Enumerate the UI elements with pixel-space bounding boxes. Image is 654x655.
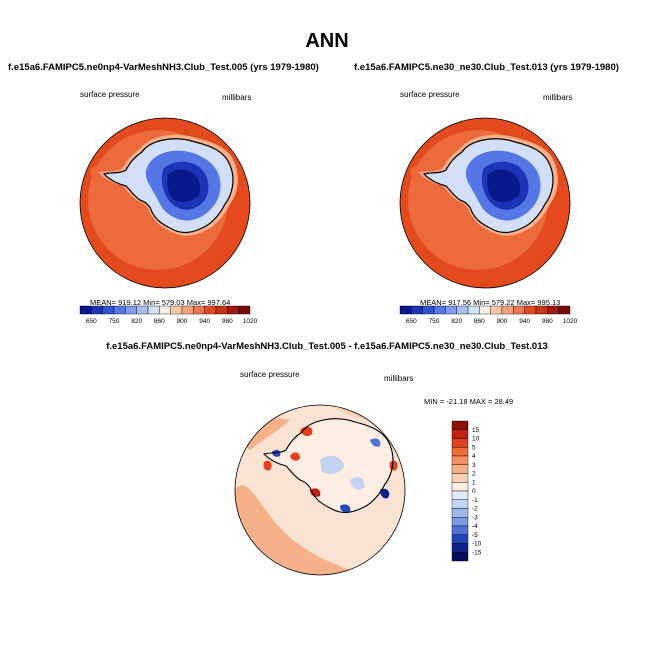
- map-1-field: [80, 118, 250, 288]
- colorbar-2-tick-label: 980: [541, 318, 553, 325]
- colorbar-3-swatch: [452, 535, 468, 544]
- colorbar-2-swatch: [445, 306, 456, 314]
- map-2-field: [400, 118, 570, 288]
- colorbar-3-tick-label: -3: [472, 514, 478, 522]
- colorbar-2-swatch: [525, 306, 536, 314]
- colorbar-2-swatch: [536, 306, 547, 314]
- colorbar-3-swatch: [452, 491, 468, 500]
- colorbar-1-swatch: [148, 306, 159, 314]
- colorbar-3-swatch: [452, 517, 468, 526]
- colorbar-1-tick-label: 980: [221, 318, 233, 325]
- colorbar-3-swatch: [452, 439, 468, 448]
- colorbar-1-swatch: [159, 306, 170, 314]
- colorbar-3-tick-label: 3: [472, 461, 476, 469]
- colorbar-2-swatch: [479, 306, 490, 314]
- panel-2-variable: surface pressure: [400, 90, 460, 99]
- colorbar-3-swatch: [452, 474, 468, 483]
- colorbar-1-swatch: [103, 306, 114, 314]
- colorbar-3-tick-label: -1: [472, 496, 478, 504]
- colorbar-1-swatch: [193, 306, 204, 314]
- colorbar-2-tick-label: 750: [428, 318, 440, 325]
- colorbar-1-swatch: [114, 306, 125, 314]
- colorbar-3-swatch: [452, 509, 468, 518]
- panel-1-variable: surface pressure: [80, 90, 140, 99]
- colorbar-1-swatch: [227, 306, 238, 314]
- colorbar-1-swatch: [91, 306, 102, 314]
- colorbar-3: [452, 421, 482, 561]
- colorbar-3-swatch: [452, 447, 468, 456]
- colorbar-2-swatch: [411, 306, 422, 314]
- colorbar-1-tick-label: 650: [85, 318, 97, 325]
- colorbar-2-swatch: [513, 306, 524, 314]
- colorbar-2-swatch: [423, 306, 434, 314]
- colorbar-3-tick-label: 5: [472, 444, 476, 452]
- panel-1-title: f.e15a6.FAMIPC5.ne0np4-VarMeshNH3.Club_Test.005 (yrs 1979-1980): [8, 62, 319, 73]
- colorbar-3-swatch: [452, 430, 468, 439]
- colorbar-3-tick-label: 1: [472, 479, 476, 487]
- colorbar-1-tick-label: 820: [131, 318, 143, 325]
- panel-3-title: f.e15a6.FAMIPC5.ne0np4-VarMeshNH3.Club_Test.005 - f.e15a6.FAMIPC5.ne30_ne30.Club_Test.013: [106, 341, 548, 352]
- colorbar-1-swatch: [182, 306, 193, 314]
- colorbar-2-tick-label: 650: [405, 318, 417, 325]
- colorbar-2-swatch: [468, 306, 479, 314]
- colorbar-3-tick-label: 4: [472, 453, 476, 461]
- colorbar-2-swatch: [547, 306, 558, 314]
- colorbar-2-tick-label: 1020: [562, 318, 578, 325]
- panel-2-units: millibars: [543, 93, 573, 102]
- colorbar-3-tick-label: 15: [472, 426, 480, 434]
- colorbar-3-tick-label: 10: [472, 435, 480, 443]
- panel-3-stats: MIN = -21.18 MAX = 28.49: [424, 397, 514, 406]
- colorbar-3-swatch: [452, 456, 468, 465]
- colorbar-2-swatch: [559, 306, 570, 314]
- colorbar-1-swatch: [239, 306, 250, 314]
- colorbar-2-swatch: [491, 306, 502, 314]
- colorbar-3-tick-label: 0: [472, 488, 476, 496]
- colorbar-3-tick-label: -15: [472, 549, 482, 557]
- colorbar-3-tick-label: -4: [472, 523, 478, 531]
- colorbar-3-swatch: [452, 465, 468, 474]
- panel-3-units: millibars: [384, 374, 414, 383]
- colorbar-2-swatch: [434, 306, 445, 314]
- colorbar-1-swatch: [205, 306, 216, 314]
- colorbar-2: [400, 306, 578, 325]
- colorbar-3-swatch: [452, 482, 468, 491]
- colorbar-3-swatch: [452, 552, 468, 561]
- colorbar-3-tick-label: -5: [472, 531, 478, 539]
- colorbar-1-tick-label: 900: [176, 318, 188, 325]
- colorbar-2-tick-label: 860: [473, 318, 485, 325]
- colorbar-3-swatch: [452, 544, 468, 553]
- colorbar-2-swatch: [457, 306, 468, 314]
- figure-title: ANN: [305, 30, 349, 52]
- colorbar-2-tick-label: 900: [496, 318, 508, 325]
- colorbar-1: [80, 306, 258, 325]
- panel-2-title: f.e15a6.FAMIPC5.ne30_ne30.Club_Test.013 (yrs 1979-1980): [354, 62, 619, 73]
- colorbar-2-swatch: [502, 306, 513, 314]
- colorbar-2-tick-label: 820: [451, 318, 463, 325]
- panel-1-stats: MEAN= 919.12 Min= 579.03 Max= 997.64: [90, 298, 231, 307]
- colorbar-1-swatch: [137, 306, 148, 314]
- panel-2-stats: MEAN= 917.56 Min= 579.22 Max= 995.13: [420, 298, 561, 307]
- panel-3-variable: surface pressure: [240, 370, 300, 379]
- colorbar-1-tick-label: 940: [199, 318, 211, 325]
- colorbar-3-swatch: [452, 500, 468, 509]
- panel-1-units: millibars: [222, 93, 252, 102]
- colorbar-2-swatch: [400, 306, 411, 314]
- colorbar-1-swatch: [125, 306, 136, 314]
- colorbar-1-tick-label: 1020: [242, 318, 258, 325]
- colorbar-1-tick-label: 860: [153, 318, 165, 325]
- colorbar-1-swatch: [80, 306, 91, 314]
- colorbar-3-swatch: [452, 526, 468, 535]
- colorbar-3-tick-label: -2: [472, 505, 478, 513]
- colorbar-3-tick-label: 2: [472, 470, 476, 478]
- colorbar-1-swatch: [171, 306, 182, 314]
- colorbar-3-tick-label: -10: [472, 540, 482, 548]
- colorbar-1-tick-label: 750: [108, 318, 120, 325]
- colorbar-1-swatch: [216, 306, 227, 314]
- colorbar-2-tick-label: 940: [519, 318, 531, 325]
- colorbar-3-swatch: [452, 421, 468, 430]
